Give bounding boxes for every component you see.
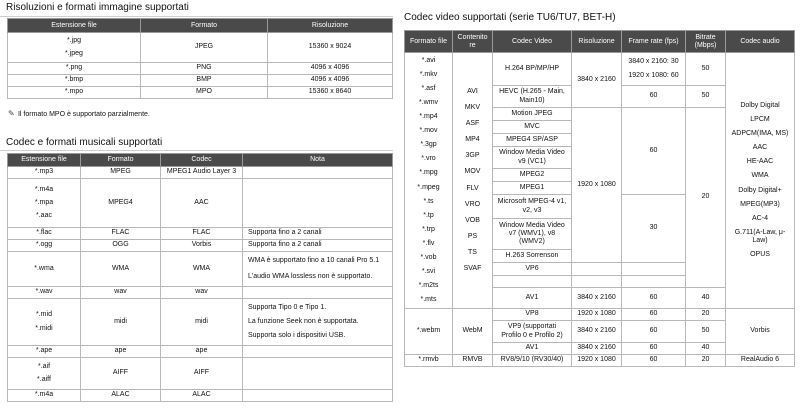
video-codecs-title: Codec video supportati (serie TU6/TU7, BET-H): [404, 12, 616, 23]
format-cell: AIFF: [81, 358, 161, 390]
bitrate-cell: 50: [686, 53, 726, 86]
video-codec-cell: MPEG4 SP/ASP: [493, 134, 572, 147]
codec-cell: FLAC: [161, 228, 243, 240]
codec-cell: AIFF: [161, 358, 243, 390]
header-codec: Codec: [161, 154, 243, 167]
video-codec-cell: [493, 276, 572, 288]
extension-cell: *.mpo: [8, 87, 141, 99]
format-cell: wav: [81, 287, 161, 299]
table-row: [8, 75, 393, 87]
video-codec-cell: VP8: [493, 309, 572, 321]
bitrate-cell: 40: [686, 288, 726, 309]
table-row: [8, 87, 393, 99]
title-divider: [0, 150, 393, 151]
header-format: Formato: [81, 154, 161, 167]
format-cell: midi: [81, 299, 161, 346]
audio-codec-cell: Vorbis: [726, 309, 795, 355]
extension-cell: *.webm: [405, 309, 453, 355]
extension-cell: *.wav: [8, 287, 81, 299]
codec-cell: midi: [161, 299, 243, 346]
format-cell: PNG: [141, 63, 268, 75]
extension-cell: *.m4a: [8, 390, 81, 402]
table-header-row: [8, 154, 393, 167]
bitrate-cell: 50: [686, 86, 726, 108]
header-resolution: Risoluzione: [268, 19, 393, 33]
extension-cell: *.aif *.aiff: [8, 358, 81, 390]
format-cell: BMP: [141, 75, 268, 87]
resolution-cell: 3840 x 2160: [572, 53, 622, 108]
audio-codec-cell: RealAudio 6: [726, 355, 795, 367]
extension-cell: *.mid *.midi: [8, 299, 81, 346]
header-bitrate: Bitrate (Mbps): [686, 31, 726, 53]
codec-cell: ALAC: [161, 390, 243, 402]
table-header-row: [405, 31, 795, 53]
pencil-icon: ✎: [8, 109, 15, 118]
frame-rate-cell: 60: [622, 86, 686, 108]
resolution-cell: 1920 x 1080: [572, 309, 622, 321]
header-resolution: Risoluzione: [572, 31, 622, 53]
bitrate-cell: 20: [686, 309, 726, 321]
container-cell: WebM: [453, 309, 493, 355]
bitrate-cell: 40: [686, 343, 726, 355]
video-codec-cell: VP9 (supportati Profilo 0 e Profilo 2): [493, 321, 572, 343]
table-row: [8, 63, 393, 75]
note-cell: Supporta Tipo 0 e Tipo 1. La funzione Seek non è supportata. Supporta solo i dispositivi USB.: [243, 299, 393, 346]
image-formats-title: Risoluzioni e formati immagine supportati: [6, 2, 189, 13]
table-row: [8, 179, 393, 228]
image-formats-table: [7, 18, 393, 99]
video-codec-cell: MVC: [493, 121, 572, 134]
frame-rate-cell: 30: [622, 195, 686, 263]
table-row: [8, 252, 393, 287]
format-cell: MPEG4: [81, 179, 161, 228]
video-codec-cell: Microsoft MPEG-4 v1, v2, v3: [493, 195, 572, 219]
resolution-cell: 15360 x 9024: [268, 33, 393, 63]
title-divider: [0, 16, 393, 17]
header-extension: Estensione file: [8, 19, 141, 33]
table-row: [8, 287, 393, 299]
video-codec-cell: VP6: [493, 263, 572, 276]
format-cell: ALAC: [81, 390, 161, 402]
codec-cell: ape: [161, 346, 243, 358]
frame-rate-cell: [622, 263, 686, 276]
video-codec-cell: MPEG1: [493, 182, 572, 195]
note-text: Il formato MPO è supportato parzialmente.: [17, 111, 150, 118]
format-cell: WMA: [81, 252, 161, 287]
extension-cell: *.ogg: [8, 240, 81, 252]
note-cell: [243, 390, 393, 402]
resolution-cell: 4096 x 4096: [268, 75, 393, 87]
container-cell: RMVB: [453, 355, 493, 367]
header-container: Contenito re: [453, 31, 493, 53]
frame-rate-cell: 60: [622, 355, 686, 367]
video-codecs-table: [404, 30, 795, 367]
table-row: [8, 33, 393, 63]
extension-cell: *.wma: [8, 252, 81, 287]
format-cell: OGG: [81, 240, 161, 252]
resolution-cell: 1920 x 1080: [572, 108, 622, 263]
resolution-cell: 3840 x 2160: [572, 343, 622, 355]
note-cell: [243, 358, 393, 390]
table-row: [8, 299, 393, 346]
frame-rate-cell: 60: [622, 309, 686, 321]
frame-rate-cell: 3840 x 2160: 30 1920 x 1080: 60: [622, 53, 686, 86]
header-frame-rate: Frame rate (fps): [622, 31, 686, 53]
note-cell: [243, 167, 393, 179]
frame-rate-cell: 60: [622, 343, 686, 355]
audio-codec-list-cell: Dolby Digital LPCM ADPCM(IMA, MS) AAC HE-AAC WMA Dolby Digital+ MPEG(MP3) AC-4 G.711(A-Law, μ- Law) OPUS: [726, 53, 795, 309]
video-codec-cell: H.263 Sorrenson: [493, 250, 572, 263]
video-codec-cell: AV1: [493, 288, 572, 309]
resolution-cell: [572, 276, 622, 288]
format-cell: JPEG: [141, 33, 268, 63]
music-formats-title: Codec e formati musicali supportati: [6, 137, 163, 148]
header-note: Nota: [243, 154, 393, 167]
header-format: Formato: [141, 19, 268, 33]
codec-cell: MPEG1 Audio Layer 3: [161, 167, 243, 179]
format-cell: MPO: [141, 87, 268, 99]
extension-cell: *.jpg *.jpeg: [8, 33, 141, 63]
extension-cell: *.m4a *.mpa *.aac: [8, 179, 81, 228]
note-cell: [243, 287, 393, 299]
codec-cell: AAC: [161, 179, 243, 228]
header-video-codec: Codec Video: [493, 31, 572, 53]
resolution-cell: 15360 x 8640: [268, 87, 393, 99]
note-cell: [243, 179, 393, 228]
format-cell: FLAC: [81, 228, 161, 240]
frame-rate-cell: [622, 276, 686, 288]
table-row: [8, 167, 393, 179]
codec-cell: wav: [161, 287, 243, 299]
resolution-cell: 4096 x 4096: [268, 63, 393, 75]
resolution-cell: [572, 263, 622, 276]
note-cell: Supporta fino a 2 canali: [243, 228, 393, 240]
container-list-cell: AVI MKV ASF MP4 3GP MOV FLV VRO VOB PS TS SVAF: [453, 53, 493, 309]
resolution-cell: 3840 x 2160: [572, 321, 622, 343]
resolution-cell: 1920 x 1080: [572, 355, 622, 367]
resolution-cell: 3840 x 2160: [572, 288, 622, 309]
extension-cell: *.flac: [8, 228, 81, 240]
bitrate-cell: 50: [686, 321, 726, 343]
video-codec-cell: Window Media Video v7 (WMV1), v8 (WMV2): [493, 219, 572, 250]
table-row: [405, 355, 795, 367]
header-file-format: Formato file: [405, 31, 453, 53]
extension-cell: *.ape: [8, 346, 81, 358]
bitrate-cell: 20: [686, 355, 726, 367]
codec-cell: WMA: [161, 252, 243, 287]
video-codec-cell: AV1: [493, 343, 572, 355]
extension-cell: *.rmvb: [405, 355, 453, 367]
extension-list-cell: *.avi *.mkv *.asf *.wmv *.mp4 *.mov *.3gp *.vro *.mpg *.mpeg *.ts *.tp *.trp *.flv *.vob *.svi *.m2ts *.mts: [405, 53, 453, 309]
header-audio-codec: Codec audio: [726, 31, 795, 53]
format-cell: MPEG: [81, 167, 161, 179]
extension-cell: *.png: [8, 63, 141, 75]
note-cell: Supporta fino a 2 canali: [243, 240, 393, 252]
frame-rate-cell: 60: [622, 108, 686, 195]
frame-rate-cell: 60: [622, 321, 686, 343]
table-row: [8, 228, 393, 240]
note-cell: [243, 346, 393, 358]
bitrate-cell: 20: [686, 108, 726, 288]
video-codec-cell: Window Media Video v9 (VC1): [493, 147, 572, 169]
codec-cell: Vorbis: [161, 240, 243, 252]
note-cell: WMA è supportato fino a 10 canali Pro 5.1 L'audio WMA lossless non è supportato.: [243, 252, 393, 287]
table-row: [8, 390, 393, 402]
video-codec-cell: RV8/9/10 (RV30/40): [493, 355, 572, 367]
frame-rate-cell: 60: [622, 288, 686, 309]
format-cell: ape: [81, 346, 161, 358]
extension-cell: *.bmp: [8, 75, 141, 87]
video-codec-cell: MPEG2: [493, 169, 572, 182]
mpo-note: [8, 109, 150, 118]
video-codec-cell: Motion JPEG: [493, 108, 572, 121]
table-row: [8, 358, 393, 390]
table-row: [405, 309, 795, 321]
extension-cell: *.mp3: [8, 167, 81, 179]
table-row: [405, 53, 795, 86]
table-row: [8, 240, 393, 252]
table-header-row: [8, 19, 393, 33]
header-extension: Estensione file: [8, 154, 81, 167]
video-codec-cell: H.264 BP/MP/HP: [493, 53, 572, 86]
music-formats-table: [7, 153, 393, 402]
video-codec-cell: HEVC (H.265 - Main, Main10): [493, 86, 572, 108]
table-row: [8, 346, 393, 358]
